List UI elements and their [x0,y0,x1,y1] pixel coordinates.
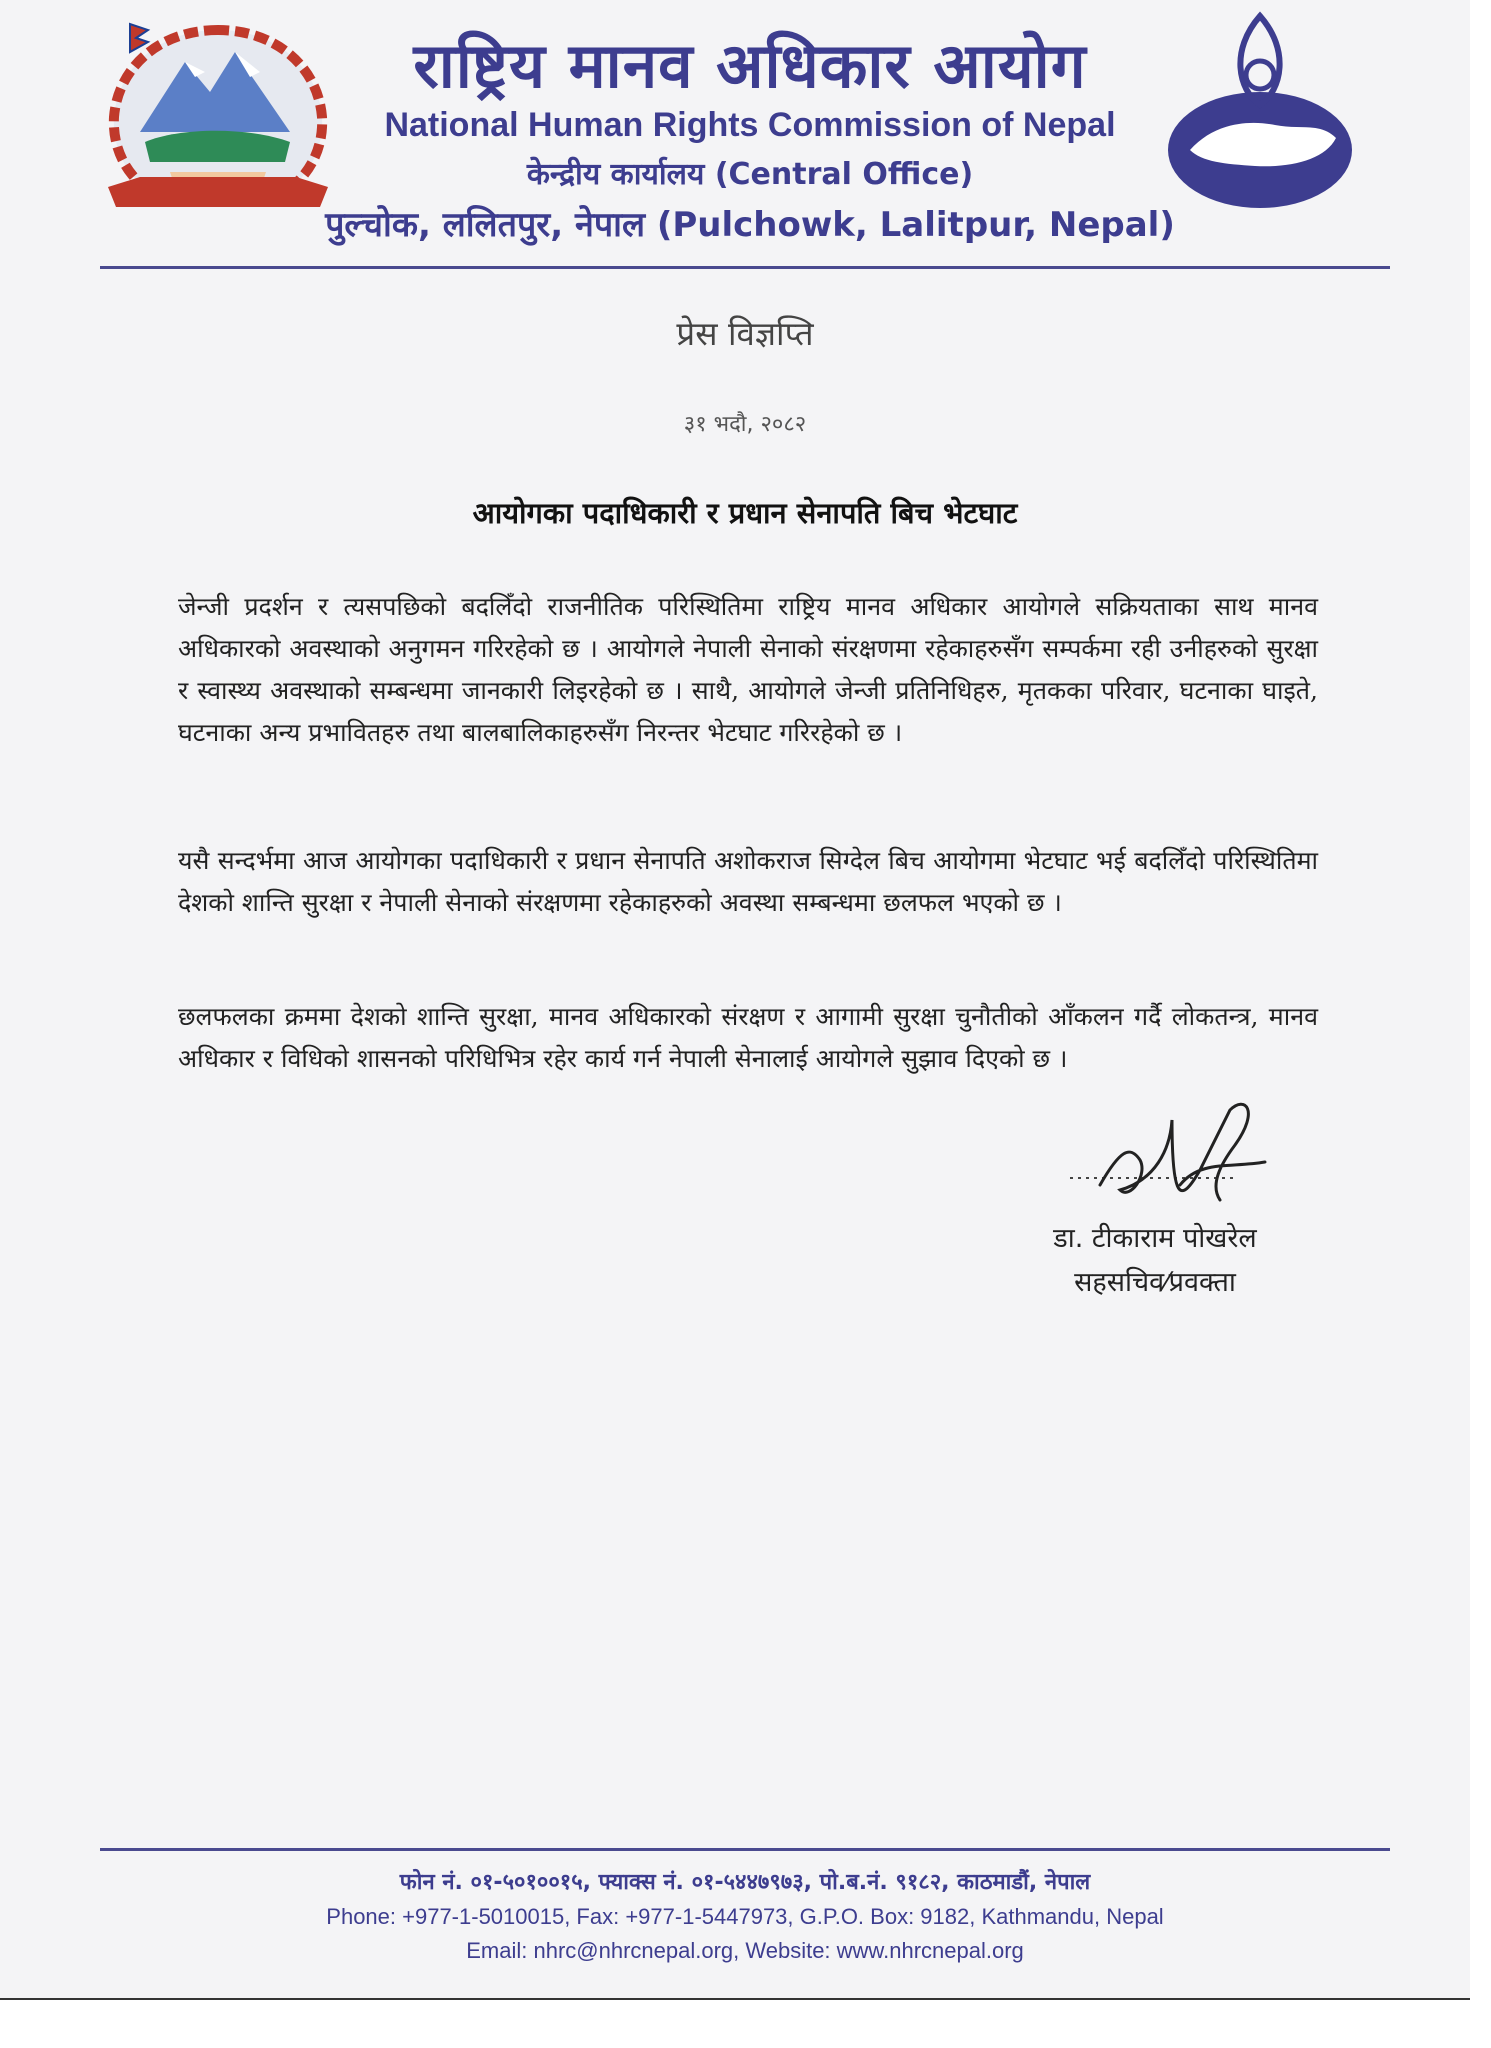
body-paragraph: छलफलका क्रममा देशको शान्ति सुरक्षा, मानव अधिकारको संरक्षण र आगामी सुरक्षा चुनौतीको आँकलन गर्दै लोकतन्त्र, मानव अधिकार र विधिको शासनको परिधिभित्र रहेर कार्य गर्न नेपाली सेनालाई आयोगले सुझाव दिएको छ । [178,1002,1318,1073]
body-paragraph: जेन्जी प्रदर्शन र त्यसपछिको बदलिँदो राजनीतिक परिस्थितिमा राष्ट्रिय मानव अधिकार आयोगले सक्रियताका साथ मानव अधिकारको अवस्थाको अनुगमन गरिरहेको छ । आयोगले नेपाली सेनाको संरक्षणमा रहेकाहरुसँग सम्पर्कमा रही उनीहरुको सुरक्षा र स्वास्थ्य अवस्थाको सम्बन्धमा जानकारी लिइरहेको छ । साथै, आयोगले जेन्जी प्रतिनिधिहरु, मृतकका परिवार, घटनाका घाइते, घटनाका अन्य प्रभावितहरु तथा बालबालिकाहरुसँग निरन्तर भेटघाट गरिरहेको छ । [178,592,1318,747]
body-paragraph: यसै सन्दर्भमा आज आयोगका पदाधिकारी र प्रधान सेनापति अशोकराज सिग्देल बिच आयोगमा भेटघाट भई बदलिँदो परिस्थितिमा देशको शान्ति सुरक्षा र नेपाली सेनाको संरक्षणमा रहेकाहरुको अवस्था सम्बन्धमा छलफल भएको छ । [178,846,1318,917]
signatory-title: सहसचिव⁄प्रवक्ता [1074,1267,1236,1298]
org-name-nepali: राष्ट्रिय मानव अधिकार आयोग [413,29,1087,102]
scan-margin-right [1470,0,1491,2048]
central-office-label: केन्द्रीय कार्यालय (Central Office) [526,157,974,192]
handwritten-signature [1060,1090,1280,1220]
footer-contact-english: Phone: +977-1-5010015, Fax: +977-1-5447973, G.P.O. Box: 9182, Kathmandu, Nepal [326,1904,1164,1929]
header-divider [100,266,1390,269]
release-subject: आयोगका पदाधिकारी र प्रधान सेनापति बिच भेटघाट [472,496,1018,530]
release-date: ३१ भदौ, २०८२ [683,412,807,437]
scan-margin-bottom [0,2000,1470,2048]
nhrc-flame-logo-icon [1160,10,1360,210]
footer-email-website: Email: nhrc@nhrcnepal.org, Website: www.nhrcnepal.org [466,1938,1024,1963]
scan-edge-line [0,1998,1470,2000]
org-name-english: National Human Rights Commission of Nepal [384,106,1116,144]
footer-contact-nepali: फोन नं. ०१-५०१००१५, फ्याक्स नं. ०१-५४४७९७३, पो.ब.नं. ९१८२, काठमाडौं, नेपाल [399,1870,1091,1895]
press-release-title: प्रेस विज्ञप्ति [676,314,814,353]
office-address: पुल्चोक, ललितपुर, नेपाल (Pulchowk, Lalitpur, Nepal) [325,205,1175,245]
signatory-name: डा. टीकाराम पोखरेल [1053,1223,1257,1254]
footer-divider [100,1848,1390,1851]
